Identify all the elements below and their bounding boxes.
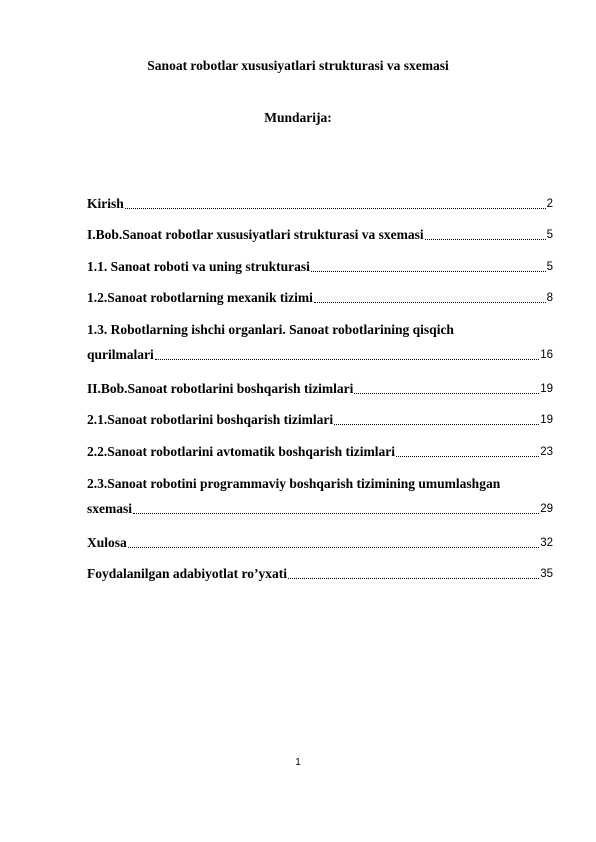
dot-leader (425, 239, 546, 240)
document-title: Sanoat robotlar xususiyatlari strukturasi va sxemasi (147, 58, 449, 73)
contents-heading: Mundarija: (264, 110, 332, 125)
dot-leader (133, 513, 539, 514)
dot-leader (155, 359, 539, 360)
dot-leader (128, 547, 539, 548)
toc-entry-first-line: 2.3.Sanoat robotini programmaviy boshqarish tizimining umumlashgan (87, 476, 501, 491)
toc-entry-1-3[interactable] (87, 322, 553, 363)
toc-page-number: 23 (540, 446, 553, 458)
toc-entry-chapter-1[interactable] (87, 227, 553, 243)
toc-entry-first-line: 1.3. Robotlarning ishchi organlari. Sanoat robotlarining qisqich (87, 322, 454, 337)
toc-page-number: 8 (546, 292, 553, 304)
toc-page-number: 19 (540, 414, 553, 426)
toc-entry-1-2[interactable] (87, 290, 553, 306)
toc-entry-text: 2.2.Sanoat robotlarini avtomatik boshqarish tizimlari (87, 444, 396, 459)
toc-page-number: 5 (546, 261, 553, 273)
toc-entry-text: qurilmalari (87, 347, 154, 362)
toc-entry-1-1[interactable] (87, 259, 553, 275)
page-number-footer: 1 (295, 757, 301, 768)
toc-entry-text: 1.1. Sanoat roboti va uning strukturasi (87, 259, 310, 274)
toc-page-number: 2 (546, 198, 553, 210)
toc-page-number: 29 (540, 503, 553, 515)
dot-leader (354, 393, 539, 394)
toc-entry-text: Kirish (87, 196, 124, 211)
toc-page-number: 35 (540, 568, 553, 580)
toc-entry-text: II.Bob.Sanoat robotlarini boshqarish tizimlari (87, 381, 354, 396)
toc-entry-2-1[interactable] (87, 412, 553, 428)
dot-leader (334, 424, 539, 425)
toc-entry-2-2[interactable] (87, 444, 553, 460)
toc-page-number: 32 (540, 537, 553, 549)
toc-page-number: 16 (540, 349, 553, 361)
dot-leader (314, 302, 546, 303)
toc-entry-bibliography[interactable] (87, 566, 553, 582)
toc-entry-chapter-2[interactable] (87, 381, 553, 397)
toc-entry-text: sxemasi (87, 501, 132, 516)
toc-entry-xulosa[interactable] (87, 535, 553, 551)
dot-leader (311, 271, 546, 272)
dot-leader (125, 208, 546, 209)
toc-entry-text: 1.2.Sanoat robotlarning mexanik tizimi (87, 290, 313, 305)
toc-entry-text: Foydalanilgan adabiyotlat ro’yxati (87, 566, 288, 581)
toc-entry-2-3[interactable] (87, 476, 553, 517)
toc-entry-kirish[interactable] (87, 196, 553, 212)
toc-entry-text: Xulosa (87, 535, 127, 550)
toc-page-number: 5 (546, 229, 553, 241)
toc-page-number: 19 (540, 383, 553, 395)
dot-leader (396, 456, 539, 457)
dot-leader (288, 578, 539, 579)
toc-entry-text: 2.1.Sanoat robotlarini boshqarish tizimlari (87, 412, 334, 427)
toc-entry-text: I.Bob.Sanoat robotlar xususiyatlari strukturasi va sxemasi (87, 227, 424, 242)
